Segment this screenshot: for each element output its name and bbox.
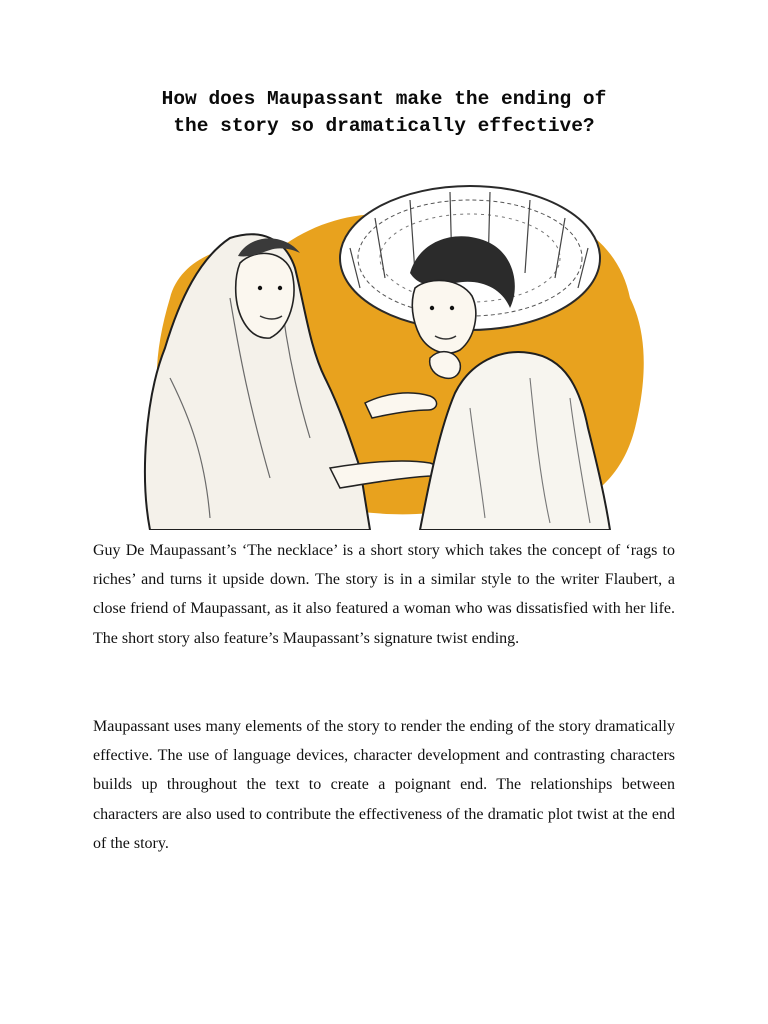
title-line-2: the story so dramatically effective? — [173, 115, 595, 137]
title-line-1: How does Maupassant make the ending of — [161, 88, 607, 110]
paragraph-intro: Guy De Maupassant’s ‘The necklace’ is a short story which takes the concept of ‘rags to riches’ and turns it upside down. The story is in a similar style to the writer Flaubert, a close friend of Maupassant, as it also featured a woman who was dissatisfied with her life. The short story also feature’s Maupassant’s signature twist ending. — [93, 542, 675, 647]
story-illustration — [110, 178, 658, 530]
paragraph-thesis: Maupassant uses many elements of the story to render the ending of the story dramatically effective. The use of language devices, character development and contrasting characters builds up throughout the text to create a poignant end. The relationships between characters are also used to contribute the effectiveness of the dramatic plot twist at the end of the story. — [93, 718, 675, 852]
illustration-drawing — [110, 178, 658, 530]
document-title — [80, 86, 688, 140]
